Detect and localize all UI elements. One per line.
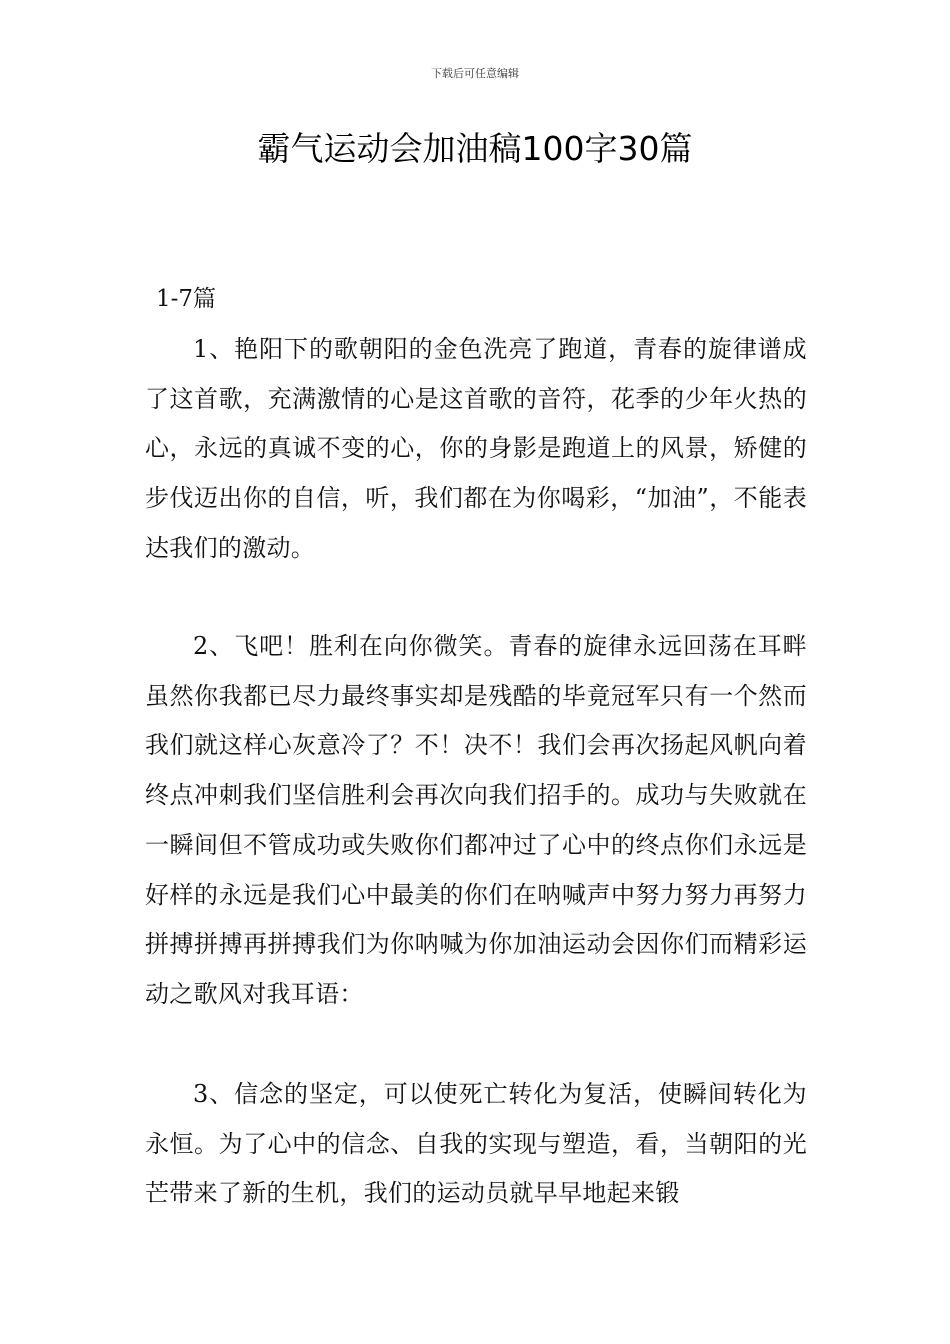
document-title: 霸气运动会加油稿100字30篇: [257, 129, 693, 168]
paragraph-3: 3、信念的坚定，可以使死亡转化为复活，使瞬间转化为永恒。为了心中的信念、自我的实现与塑造，看，当朝阳的光芒带来了新的生机，我们的运动员就早早地起来锻: [145, 1080, 807, 1208]
section-label: 1-7篇: [156, 286, 217, 312]
header-note: 下载后可任意编辑: [431, 67, 519, 80]
paragraph-1: 1、艳阳下的歌朝阳的金色洗亮了跑道，青春的旋律谱成了这首歌，充满激情的心是这首歌的音符，花季的少年火热的心，永远的真诚不变的心，你的身影是跑道上的风景，矫健的步伐迈出你的自信，听，我们都在为你喝彩，“加油”，不能表达我们的激动。: [145, 335, 807, 562]
paragraph-2: 2、飞吧！胜利在向你微笑。青春的旋律永远回荡在耳畔虽然你我都已尽力最终事实却是残酷的毕竟冠军只有一个然而我们就这样心灰意冷了？不！决不！我们会再次扬起风帆向着终点冲刺我们坚信胜利会再次向我们招手的。成功与失败就在一瞬间但不管成功或失败你们都冲过了心中的终点你们永远是好样的永远是我们心中最美的你们在呐喊声中努力努力再努力拼搏拼搏再拼搏我们为你呐喊为你加油运动会因你们而精彩运动之歌风对我耳语：: [145, 632, 807, 1008]
